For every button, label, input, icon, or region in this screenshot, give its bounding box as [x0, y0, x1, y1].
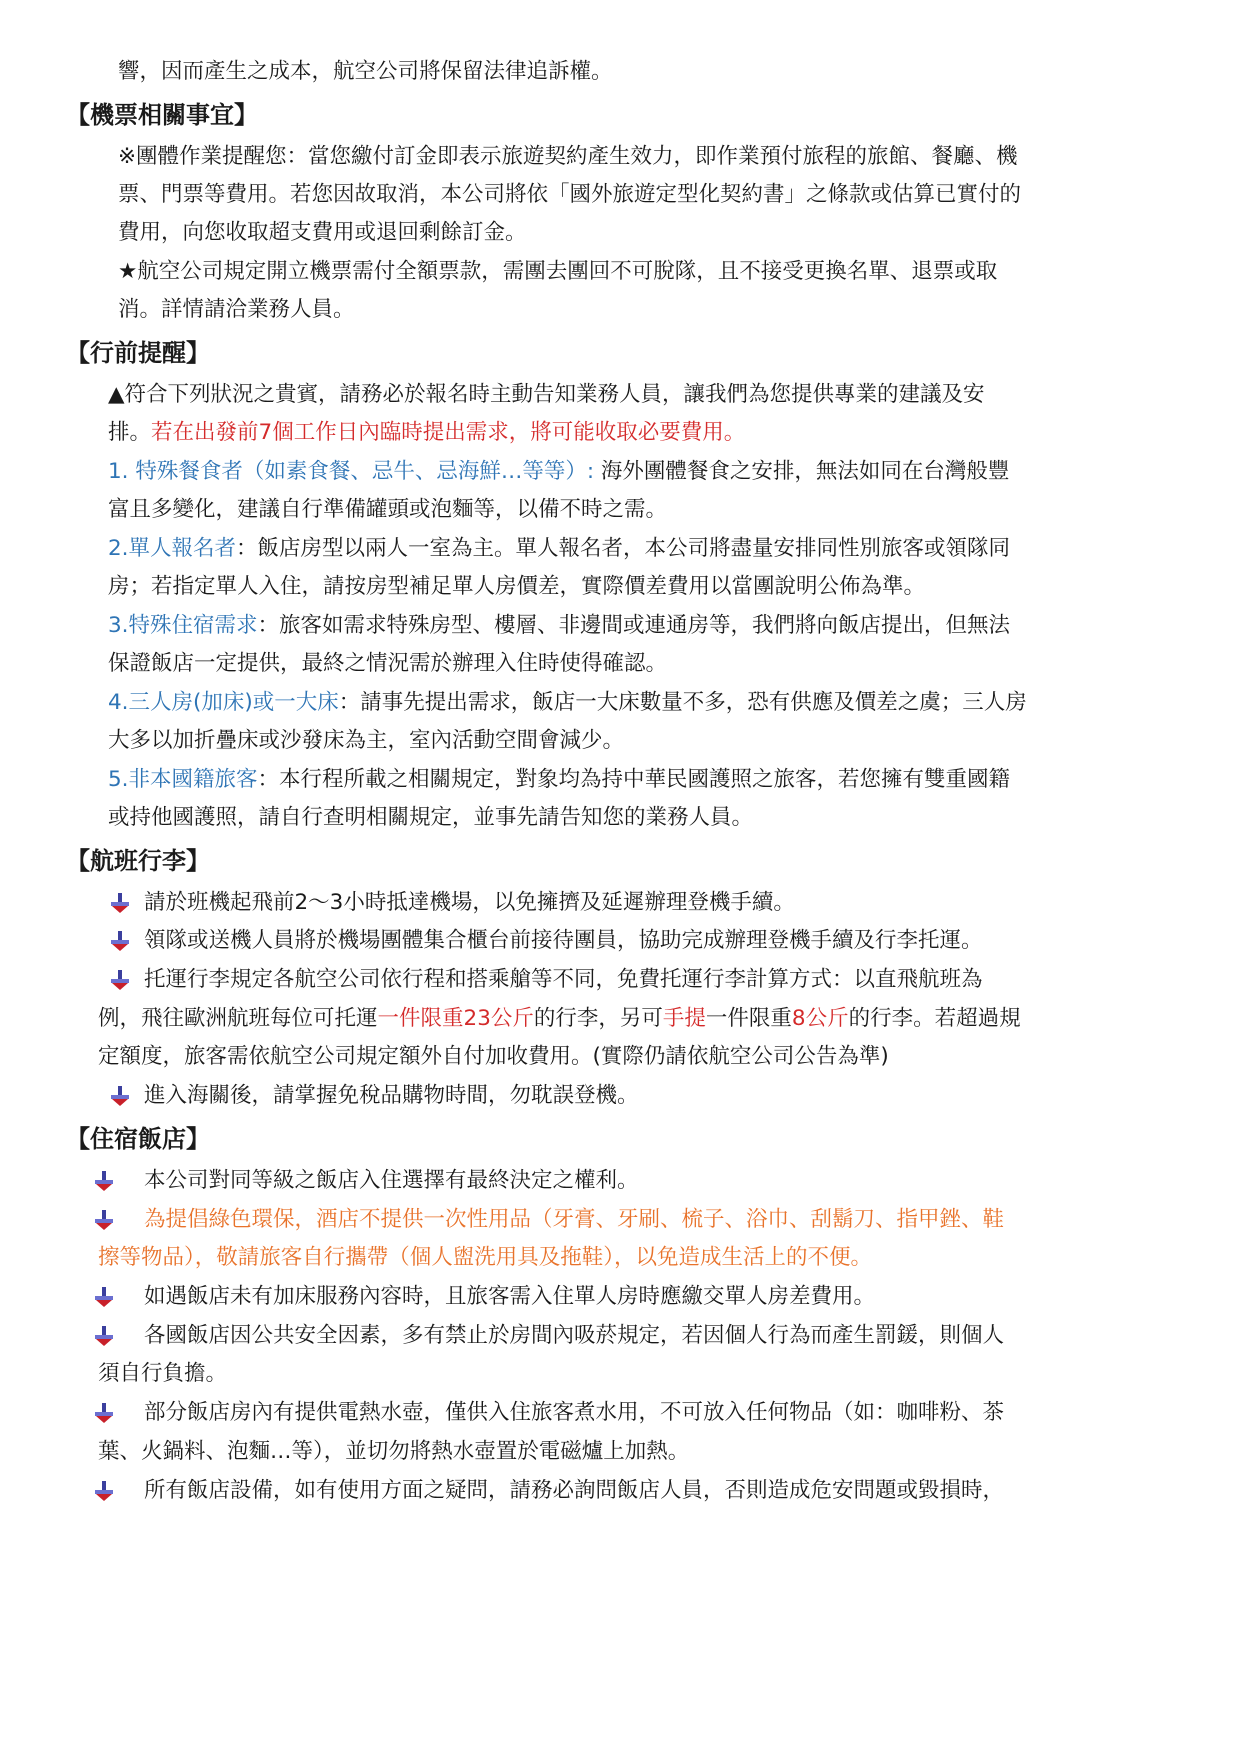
arrow-bullet-icon — [92, 1169, 116, 1193]
reminder-item-3 — [108, 611, 1010, 641]
reminder-item-3-title: 3.特殊住宿需求 — [108, 613, 258, 638]
arrow-bullet-icon — [92, 1401, 116, 1425]
luggage-item-4: 進入海關後，請掌握免稅品購物時間，勿耽誤登機。 — [144, 1083, 639, 1108]
reminders-intro-text: 排。 — [108, 420, 152, 445]
reminder-item-4-cont: 大多以加折疊床或沙發床為主，室內活動空間會減少。 — [108, 728, 625, 753]
hotel-item-1: 本公司對同等級之飯店入住選擇有最終決定之權利。 — [144, 1168, 639, 1193]
luggage-item-1: 請於班機起飛前2～3小時抵達機場，以免擁擠及延遲辦理登機手續。 — [144, 890, 795, 915]
reminder-item-3-cont: 保證飯店一定提供，最終之情況需於辦理入住時使得確認。 — [108, 651, 668, 676]
reminders-intro-line-2 — [108, 418, 745, 448]
reminders-intro-line-1: ▲符合下列狀況之貴賓，請務必於報名時主動告知業務人員，讓我們為您提供專業的建議及安 — [108, 382, 985, 407]
checked-baggage-limit: 一件限重23公斤 — [377, 1006, 534, 1031]
reminder-item-2-cont: 房；若指定單人入住，請按房型補足單人房價差，實際價差費用以當團說明公佈為準。 — [108, 574, 926, 599]
luggage-text: 例，飛往歐洲航班每位可托運 — [98, 1006, 378, 1031]
intro-line: 響，因而產生之成本，航空公司將保留法律追訴權。 — [118, 59, 613, 84]
section-heading-tickets: 【機票相關事宜】 — [66, 101, 258, 129]
reminder-item-3-text: ：旅客如需求特殊房型、樓層、非邊間或連通房等，我們將向飯店提出，但無法 — [257, 613, 1011, 638]
reminder-item-5 — [108, 765, 1010, 795]
luggage-text: 的行李，另可 — [533, 1006, 663, 1031]
tickets-line-1: ※團體作業提醒您：當您繳付訂金即表示旅遊契約產生效力，即作業預付旅程的旅館、餐廳、機 — [118, 144, 1018, 169]
luggage-text: 的行李。若超過規 — [848, 1006, 1021, 1031]
arrow-bullet-icon — [108, 891, 132, 915]
tickets-line-3: 費用，向您收取超支費用或退回剩餘訂金。 — [118, 220, 527, 245]
luggage-item-3-line-2 — [98, 1004, 1021, 1034]
reminder-item-2 — [108, 534, 1010, 564]
hotel-item-4: 各國飯店因公共安全因素，多有禁止於房間內吸菸規定，若因個人行為而產生罰鍰，則個人 — [144, 1323, 1005, 1348]
carry-on-weight: 8公斤 — [791, 1006, 849, 1031]
tickets-line-4: ★航空公司規定開立機票需付全額票款，需團去團回不可脫隊，且不接受更換名單、退票或取 — [118, 259, 998, 284]
reminders-fee-warning: 若在出發前7個工作日內臨時提出需求，將可能收取必要費用。 — [151, 420, 746, 445]
reminder-item-4-text: ：請事先提出需求，飯店一大床數量不多，恐有供應及價差之虞；三人房 — [338, 690, 1027, 715]
reminder-item-4 — [108, 688, 1027, 718]
arrow-bullet-icon — [92, 1324, 116, 1348]
reminder-item-5-text: ：本行程所載之相關規定，對象均為持中華民國護照之旅客，若您擁有雙重國籍 — [257, 767, 1011, 792]
tickets-line-5: 消。詳情請洽業務人員。 — [118, 297, 355, 322]
reminder-item-1-text: 海外團體餐食之安排，無法如同在台灣般豐 — [594, 459, 1010, 484]
section-heading-reminders: 【行前提醒】 — [66, 339, 210, 367]
reminder-item-1-title: 1. 特殊餐食者（如素食餐、忌牛、忌海鮮…等等）: — [108, 459, 595, 484]
section-heading-luggage: 【航班行李】 — [66, 847, 210, 875]
hotel-item-4-cont: 須自行負擔。 — [98, 1361, 228, 1386]
carry-on-label: 手提 — [662, 1006, 706, 1031]
arrow-bullet-icon — [108, 968, 132, 992]
hotel-item-6: 所有飯店設備，如有使用方面之疑問，請務必詢問飯店人員，否則造成危安問題或毀損時， — [144, 1478, 1005, 1503]
luggage-text: 一件限重 — [705, 1006, 792, 1031]
hotel-item-5: 部分飯店房內有提供電熱水壺，僅供入住旅客煮水用，不可放入任何物品（如：咖啡粉、茶 — [144, 1400, 1005, 1425]
hotel-item-3: 如遇飯店未有加床服務內容時，且旅客需入住單人房時應繳交單人房差費用。 — [144, 1284, 876, 1309]
reminder-item-4-title: 4.三人房(加床)或一大床 — [108, 690, 339, 715]
arrow-bullet-icon — [92, 1208, 116, 1232]
reminder-item-2-title: 2.單人報名者 — [108, 536, 237, 561]
arrow-bullet-icon — [92, 1285, 116, 1309]
tickets-line-2: 票、門票等費用。若您因故取消，本公司將依「國外旅遊定型化契約書」之條款或估算已實付的 — [118, 182, 1022, 207]
section-heading-hotel: 【住宿飯店】 — [66, 1125, 210, 1153]
luggage-item-3: 托運行李規定各航空公司依行程和搭乘艙等不同，免費托運行李計算方式：以直飛航班為 — [144, 967, 983, 992]
luggage-item-3-line-3: 定額度，旅客需依航空公司規定額外自付加收費用。(實際仍請依航空公司公告為準) — [98, 1044, 889, 1069]
reminder-item-5-cont: 或持他國護照，請自行查明相關規定，並事先請告知您的業務人員。 — [108, 805, 754, 830]
luggage-item-2: 領隊或送機人員將於機場團體集合櫃台前接待團員，協助完成辦理登機手續及行李托運。 — [144, 928, 983, 953]
arrow-bullet-icon — [108, 929, 132, 953]
reminder-item-1-cont: 富且多變化，建議自行準備罐頭或泡麵等，以備不時之需。 — [108, 497, 668, 522]
reminder-item-1 — [108, 457, 1009, 487]
reminder-item-5-title: 5.非本國籍旅客 — [108, 767, 258, 792]
hotel-item-5-cont: 葉、火鍋料、泡麵…等），並切勿將熱水壺置於電磁爐上加熱。 — [98, 1439, 690, 1464]
reminder-item-2-text: ：飯店房型以兩人一室為主。單人報名者，本公司將盡量安排同性別旅客或領隊同 — [236, 536, 1011, 561]
hotel-item-2-cont: 擦等物品），敬請旅客自行攜帶（個人盥洗用具及拖鞋），以免造成生活上的不便。 — [98, 1245, 873, 1270]
hotel-item-2: 為提倡綠色環保，酒店不提供一次性用品（牙膏、牙刷、梳子、浴巾、刮鬍刀、指甲銼、鞋 — [144, 1207, 1005, 1232]
arrow-bullet-icon — [92, 1479, 116, 1503]
arrow-bullet-icon — [108, 1084, 132, 1108]
